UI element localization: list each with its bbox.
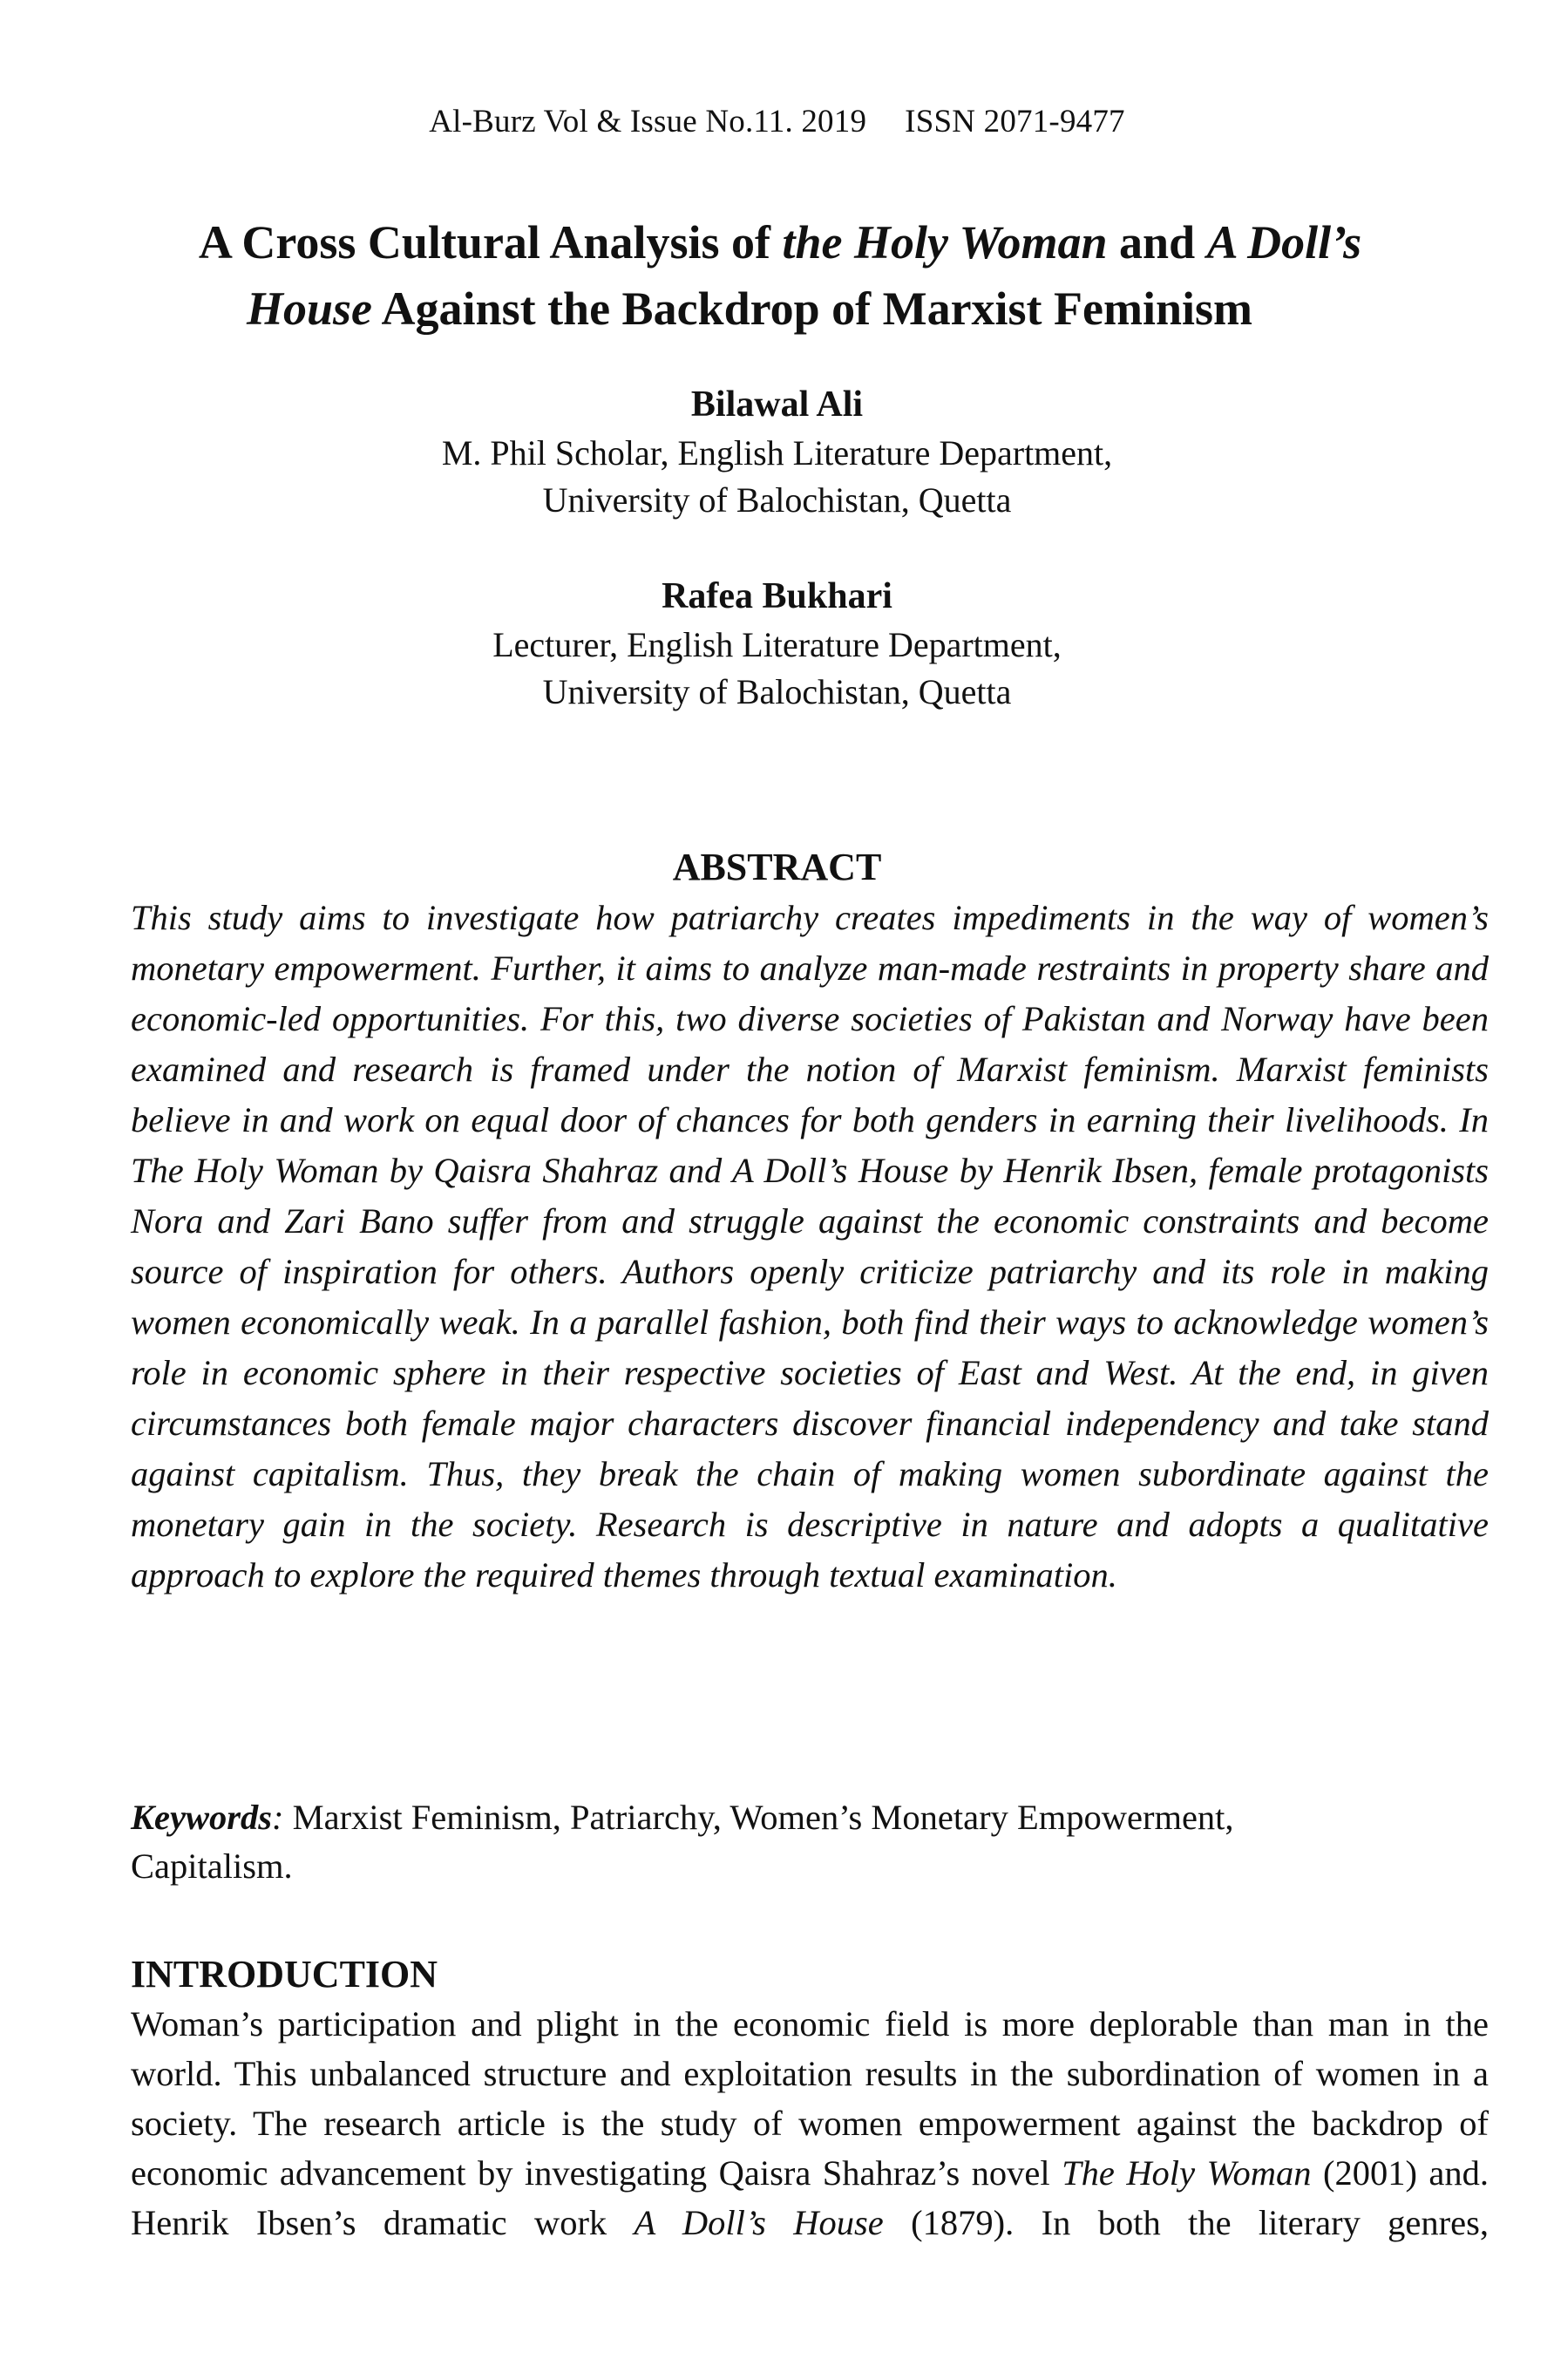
author-name: Rafea Bukhari — [662, 576, 892, 616]
intro-play-title: A Doll’s House — [634, 2203, 884, 2242]
title-text: Against the Backdrop of Marxist Feminism — [372, 282, 1253, 335]
intro-text-segment: Woman’s participation and plight in the economic field is more deplorable than man in the world. This unbalanced structure and exploitation results in the subordination of women in a society. The research article is the study of women empowerment against the backdrop of economic advancement by investigating Qaisra Shahraz’s novel — [131, 2004, 1489, 2193]
author-block-1 — [0, 379, 1554, 524]
keywords-list: Marxist Feminism, Patriarchy, Women’s Monetary Empowerment, Capitalism. — [131, 1798, 1234, 1886]
author-affiliation: M. Phil Scholar, English Literature Department, — [441, 433, 1113, 473]
author-name: Bilawal Ali — [690, 384, 864, 425]
abstract-text: This study aims to investigate how patriarchy creates impediments in the way of women’s monetary empowerment. Further, it aims to analyze man-made restraints in property share and economic-led opportunities. For this, two diverse societies of Pakistan and Norway have been examined and research is framed under the notion of Marxist feminism. Marxist feminists believe in and work on equal door of chances for both genders in earning their livelihoods. In The Holy Woman by Qaisra Shahraz and A Doll’s House by Henrik Ibsen, female protagonists Nora and Zari Bano suffer from and struggle against the economic constraints and become source of inspiration for others. Authors openly criticize patriarchy and its role in making women economically weak. In a parallel fashion, both find their ways to acknowledge women’s role in economic sphere in their respective societies of East and West. At the end, in given circumstances both female major characters discover financial independency and take stand against capitalism. Thus, they break the chain of making women subordinate against the monetary gain in the society. Research is descriptive in nature and adopts a qualitative approach to explore the required themes through textual examination. — [131, 898, 1489, 1595]
introduction-heading: INTRODUCTION — [131, 1953, 438, 1996]
author-institution: University of Balochistan, Quetta — [542, 672, 1012, 711]
title-text: A Cross Cultural Analysis of — [198, 216, 783, 269]
issn: ISSN 2071-9477 — [905, 104, 1125, 139]
running-header — [0, 103, 1554, 140]
keywords-colon: : — [272, 1798, 284, 1837]
intro-text-segment: (2001) and. Henrik Ibsen’s dramatic work — [131, 2153, 1489, 2242]
author-affiliation: Lecturer, English Literature Department, — [492, 625, 1062, 664]
abstract-heading: ABSTRACT — [672, 846, 882, 888]
title-text: and — [1107, 216, 1207, 269]
intro-text-segment: (1879). In both the literary genres, — [883, 2203, 1490, 2242]
title-italic-dolls: A Doll’s — [1206, 216, 1362, 269]
introduction-text — [131, 1999, 1489, 2247]
paper-title — [122, 209, 1429, 342]
intro-novel-title: The Holy Woman — [1062, 2153, 1312, 2193]
title-italic-holy-woman: the Holy Woman — [782, 216, 1108, 269]
author-institution: University of Balochistan, Quetta — [542, 480, 1012, 520]
title-italic-house: House — [246, 282, 373, 335]
keywords — [131, 1793, 1264, 1891]
author-block-2 — [0, 571, 1554, 716]
journal-info: Al-Burz Vol & Issue No.11. 2019 — [429, 104, 867, 139]
keywords-label: Keywords — [131, 1798, 272, 1837]
